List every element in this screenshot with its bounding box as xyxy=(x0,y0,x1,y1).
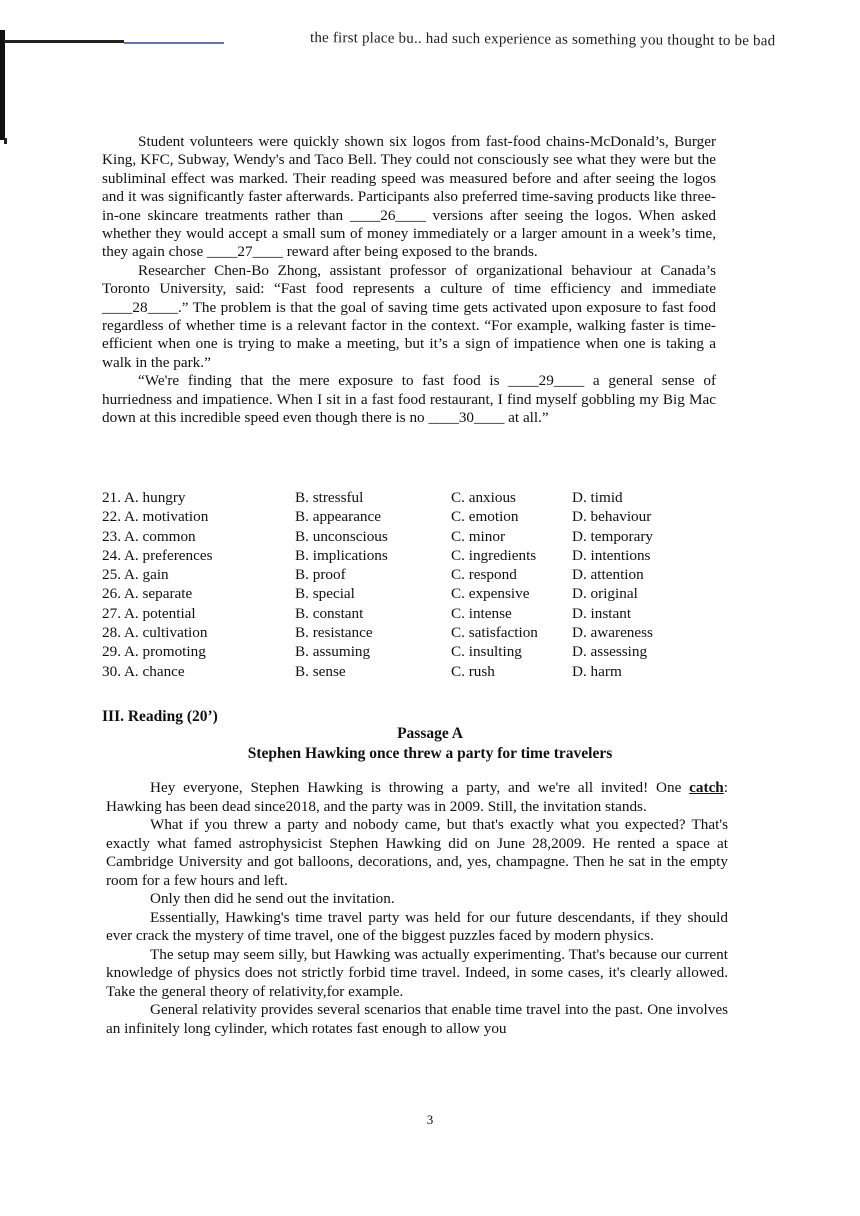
option-cell: D. behaviour xyxy=(572,508,652,526)
cut-off-previous-line: the first place bu.. had such experience as something you thought to be bad xyxy=(309,30,776,50)
option-cell: B. constant xyxy=(295,604,364,622)
reading-paragraph: The setup may seem silly, but Hawking was actually experimenting. That's because our current knowledge of physics does not strictly forbid time travel. Indeed, in some cases, it's clearly allowed. Take the general theory of relativity,for example. xyxy=(106,945,728,1000)
cloze-passage xyxy=(102,133,716,428)
option-cell: C. rush xyxy=(451,662,495,680)
reading-paragraph: What if you threw a party and nobody came, but that's exactly what you expected? That's exactly what famed astrophysicist Stephen Hawking did on June 28,2009. He rented a space at Cambridge University and got balloons, decorations, and, yes, champagne. Then he sat in the empty room for a few hours and left. xyxy=(106,816,728,889)
passage-label: Passage A xyxy=(397,725,463,742)
reading-paragraph: Only then did he send out the invitation. xyxy=(150,890,395,907)
option-row xyxy=(102,604,722,623)
option-row xyxy=(102,527,722,546)
cloze-paragraph: “We're finding that the mere exposure to fast food is ____29____ a general sense of hurriedness and impatience. When I sit in a fast food restaurant, I find myself gobbling my Big Mac down at this incredible speed even though there is no ____30____ at all.” xyxy=(102,372,716,427)
reading-passage xyxy=(106,779,728,1038)
option-cell: C. insulting xyxy=(451,643,522,661)
option-cell: B. special xyxy=(295,585,355,603)
section-heading: III. Reading (20’) xyxy=(102,708,218,725)
header-rule-dark xyxy=(4,40,124,43)
option-cell: 22. A. motivation xyxy=(102,508,209,526)
option-cell: 25. A. gain xyxy=(102,566,169,584)
option-cell: B. assuming xyxy=(295,643,371,661)
option-cell: B. appearance xyxy=(295,508,382,526)
reading-text: : Hawking has been dead since2018, and the party was in 2009. Still, the invitation stands. xyxy=(106,779,728,815)
option-cell: 24. A. preferences xyxy=(102,546,213,564)
reading-paragraph: Essentially, Hawking's time travel party was held for our future descendants, if they should ever crack the mystery of time travel, one of the biggest puzzles faced by modern physics. xyxy=(106,908,728,944)
option-cell: 26. A. separate xyxy=(102,585,193,603)
option-row xyxy=(102,662,722,681)
option-cell: 30. A. chance xyxy=(102,662,185,680)
option-row xyxy=(102,642,722,661)
option-row xyxy=(102,565,722,584)
option-cell: B. resistance xyxy=(295,624,373,642)
option-cell: C. anxious xyxy=(451,489,516,506)
option-cell: D. intentions xyxy=(572,546,651,564)
option-cell: B. stressful xyxy=(295,489,364,506)
option-cell: D. temporary xyxy=(572,527,653,545)
keyword-catch: catch xyxy=(689,779,724,796)
option-cell: 27. A. potential xyxy=(102,604,196,622)
option-cell: C. minor xyxy=(451,527,506,545)
option-cell: D. instant xyxy=(572,604,632,622)
option-cell: 23. A. common xyxy=(102,527,196,545)
option-cell: C. emotion xyxy=(451,508,519,526)
option-cell: 28. A. cultivation xyxy=(102,624,208,642)
option-cell: 29. A. promoting xyxy=(102,643,206,661)
option-cell: D. attention xyxy=(572,566,644,584)
option-row xyxy=(102,488,722,507)
option-cell: D. harm xyxy=(572,662,622,680)
option-cell: D. awareness xyxy=(572,624,653,642)
option-cell: D. original xyxy=(572,585,638,603)
option-cell: C. intense xyxy=(451,604,512,622)
header-rule-blue xyxy=(124,42,224,44)
option-cell: C. satisfaction xyxy=(451,624,538,642)
option-row xyxy=(102,546,722,565)
option-cell: D. assessing xyxy=(572,643,648,661)
reading-paragraph: General relativity provides several scenarios that enable time travel into the past. One involves an infinitely long cylinder, which rotates fast enough to allow you xyxy=(106,1001,728,1037)
option-row xyxy=(102,584,722,603)
option-cell: B. sense xyxy=(295,662,346,680)
cloze-paragraph: Researcher Chen-Bo Zhong, assistant professor of organizational behaviour at Canada’s Toronto University, said: “Fast food represents a culture of time efficiency and immediate ____28____.” The problem is that the goal of saving time gets activated upon exposure to fast food regardless of whether time is a relevant factor in the context. “For example, walking faster is time-efficient when one is trying to make a meeting, but it’s a sign of impatience when one is taking a walk in the park.” xyxy=(102,261,716,371)
option-cell: B. proof xyxy=(295,566,346,584)
scan-dot-mark xyxy=(4,138,7,144)
page-number: 3 xyxy=(426,1112,434,1127)
cloze-paragraph: Student volunteers were quickly shown six logos from fast-food chains-McDonald’s, Burger King, KFC, Subway, Wendy's and Taco Bell. They could not consciously see what they were but the subliminal effect was marked. Their reading speed was measured before and after seeing the logos and it was significantly faster afterwards. Participants also preferred time-saving products like three-in-one skincare treatments rather than ____26____ versions after seeing the logos. When asked whether they would accept a small sum of money immediately or a larger amount in a week’s time, they again chose ____27____ reward after being exposed to the brands. xyxy=(102,133,716,261)
option-cell: C. expensive xyxy=(451,585,530,603)
answer-options-table xyxy=(102,488,722,681)
option-cell: B. unconscious xyxy=(295,527,388,545)
passage-title: Stephen Hawking once threw a party for time travelers xyxy=(247,745,613,762)
reading-text: Hey everyone, Stephen Hawking is throwing a party, and we're all invited! One xyxy=(150,779,690,796)
reading-paragraph xyxy=(106,779,728,816)
option-cell: C. ingredients xyxy=(451,546,537,564)
option-cell: C. respond xyxy=(451,566,517,584)
option-row xyxy=(102,623,722,642)
scan-edge-mark xyxy=(0,30,5,140)
option-row xyxy=(102,507,722,526)
option-cell: 21. A. hungry xyxy=(102,489,186,506)
option-cell: D. timid xyxy=(572,489,623,506)
option-cell: B. implications xyxy=(295,546,388,564)
